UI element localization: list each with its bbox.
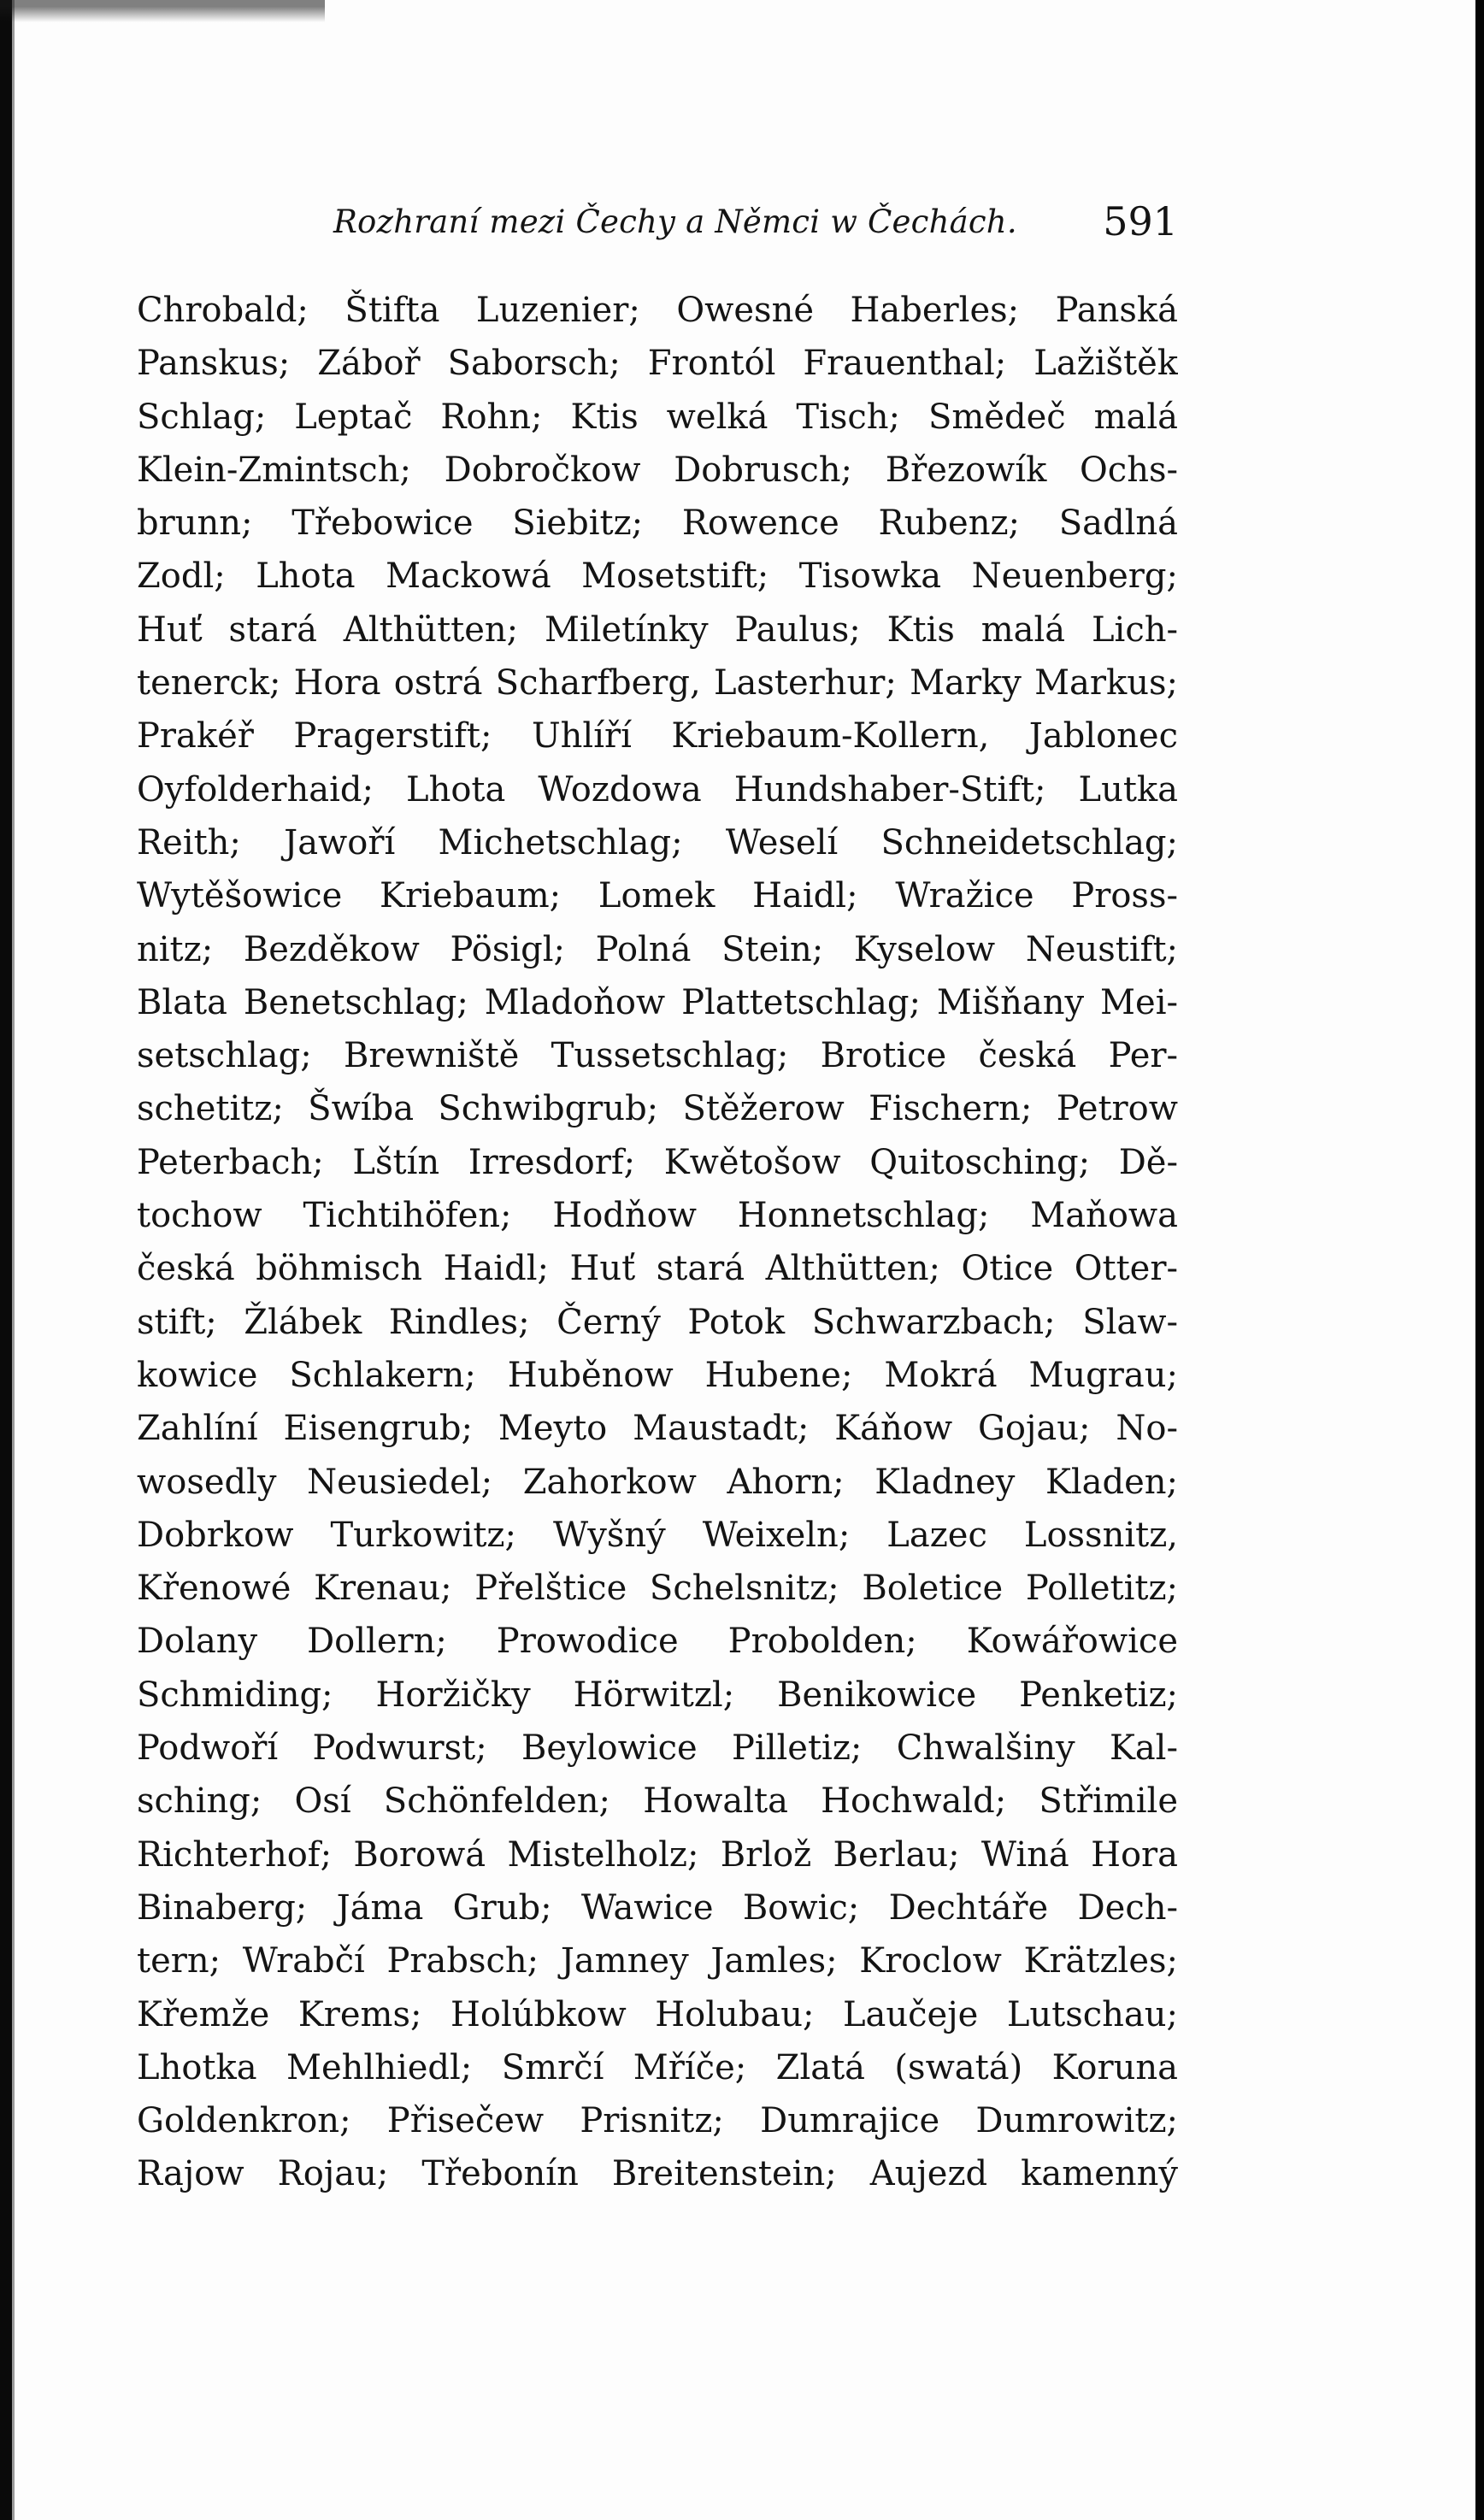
text-line: česká böhmisch Haidl; Huť stará Althütten; Otice Otter- xyxy=(137,1249,1178,1289)
scan-top-mark xyxy=(0,0,325,22)
text-line: nitz; Bezděkow Pösigl; Polná Stein; Kyselow Neustift; xyxy=(137,929,1178,969)
text-line: Wytěšowice Kriebaum; Lomek Haidl; Wražice Pross- xyxy=(137,876,1178,916)
scan-right-edge xyxy=(1475,0,1484,2520)
text-line: Dolany Dollern; Prowodice Probolden; Kowářowice xyxy=(137,1622,1178,1662)
text-line: Rajow Rojau; Třebonín Breitenstein; Aujezd kamenný xyxy=(137,2154,1178,2194)
text-line: stift; Žlábek Rindles; Černý Potok Schwarzbach; Slaw- xyxy=(137,1302,1178,1342)
text-line: Panskus; Záboř Saborsch; Frontól Frauenthal; Lažištěk xyxy=(137,344,1178,384)
text-line: Blata Benetschlag; Mladoňow Plattetschlag; Mišňany Mei- xyxy=(137,982,1178,1022)
text-line: Dobrkow Turkowitz; Wyšný Weixeln; Lazec Lossnitz, xyxy=(137,1515,1178,1555)
text-line: Huť stará Althütten; Miletínky Paulus; Ktis malá Lich- xyxy=(137,609,1178,650)
text-line: setschlag; Brewniště Tussetschlag; Brotice česká Per- xyxy=(137,1036,1178,1076)
text-line: Schmiding; Horžičky Hörwitzl; Benikowice Penketiz; xyxy=(137,1675,1178,1715)
page-number: 591 xyxy=(1103,198,1178,244)
text-line: Chrobald; Štifta Luzenier; Owesné Haberles; Panská xyxy=(137,291,1178,330)
text-line: wosedly Neusiedel; Zahorkow Ahorn; Kladney Kladen; xyxy=(137,1462,1178,1502)
text-line: brunn; Třebowice Siebitz; Rowence Rubenz; Sadlná xyxy=(137,503,1178,544)
text-line: tenerck; Hora ostrá Scharfberg, Lasterhur; Marky Markus; xyxy=(137,663,1178,704)
running-head: Rozhraní mezi Čechy a Němci w Čechách. xyxy=(333,203,1017,240)
text-line: Křemže Krems; Holúbkow Holubau; Laučeje Lutschau; xyxy=(137,1994,1178,2034)
text-line: Prakéř Pragerstift; Uhlíří Kriebaum-Kollern, Jablonec xyxy=(137,716,1178,757)
text-line: Reith; Jawoří Michetschlag; Weselí Schneidetschlag; xyxy=(137,822,1178,863)
body-text xyxy=(137,284,1178,2201)
text-line: Zahlíní Eisengrub; Meyto Maustadt; Káňow Gojau; No- xyxy=(137,1409,1178,1449)
text-line: schetitz; Šwíba Schwibgrub; Stěžerow Fischern; Petrow xyxy=(137,1089,1178,1129)
text-line: Zodl; Lhota Mackowá Mosetstift; Tisowka Neuenberg; xyxy=(137,556,1178,597)
text-line: tern; Wrabčí Prabsch; Jamney Jamles; Kroclow Krätzles; xyxy=(137,1941,1178,1981)
text-line: sching; Osí Schönfelden; Howalta Hochwald; Střimile xyxy=(137,1781,1178,1822)
text-line: Binaberg; Jáma Grub; Wawice Bowic; Dechtáře Dech- xyxy=(137,1887,1178,1928)
text-line: Lhotka Mehlhiedl; Smrčí Mříče; Zlatá (swatá) Koruna xyxy=(137,2047,1178,2087)
text-line: Richterhof; Borowá Mistelholz; Brlož Berlau; Winá Hora xyxy=(137,1834,1178,1875)
text-line: tochow Tichtihöfen; Hodňow Honnetschlag; Maňowa xyxy=(137,1196,1178,1236)
text-line: Peterbach; Lštín Irresdorf; Kwětošow Quitosching; Dě- xyxy=(137,1142,1178,1182)
text-line: Klein-Zmintsch; Dobročkow Dobrusch; Březowík Ochs- xyxy=(137,450,1178,490)
scan-left-margin-line xyxy=(12,0,15,2520)
text-line: Schlag; Leptač Rohn; Ktis welká Tisch; Smědeč malá xyxy=(137,397,1178,437)
text-line: Křenowé Krenau; Přelštice Schelsnitz; Boletice Polletitz; xyxy=(137,1569,1178,1609)
text-line: Oyfolderhaid; Lhota Wozdowa Hundshaber-Stift; Lutka xyxy=(137,769,1178,810)
page-header xyxy=(137,198,1178,250)
text-line: kowice Schlakern; Huběnow Hubene; Mokrá Mugrau; xyxy=(137,1355,1178,1395)
text-line: Podwoří Podwurst; Beylowice Pilletiz; Chwalšiny Kal- xyxy=(137,1728,1178,1769)
scan-left-edge xyxy=(0,0,12,2520)
text-line: Goldenkron; Přisečew Prisnitz; Dumrajice Dumrowitz; xyxy=(137,2101,1178,2141)
